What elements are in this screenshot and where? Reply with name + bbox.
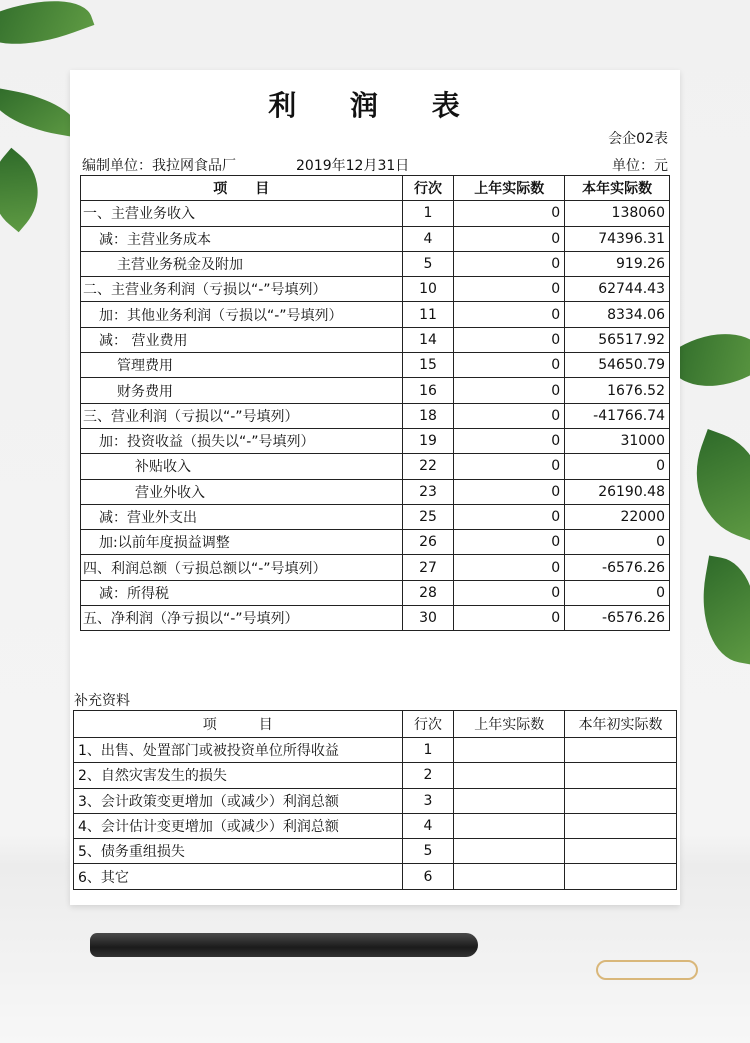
row-item: 二、主营业务利润（亏损以“-”号填列） bbox=[81, 277, 403, 302]
row-line: 19 bbox=[402, 428, 454, 453]
row-curr-value: 0 bbox=[565, 530, 670, 555]
header-item: 项 目 bbox=[74, 711, 403, 738]
row-line: 11 bbox=[402, 302, 454, 327]
report-date: 2019年12月31日 bbox=[296, 158, 410, 174]
table-row bbox=[81, 504, 670, 529]
row-prev-value: 0 bbox=[454, 327, 565, 352]
row-curr-value: -6576.26 bbox=[565, 555, 670, 580]
table-row bbox=[81, 251, 670, 276]
plant-leaf bbox=[0, 148, 57, 233]
row-item: 4、会计估计变更增加（或减少）利润总额 bbox=[74, 813, 403, 838]
table-row bbox=[74, 738, 677, 763]
row-curr-value bbox=[565, 763, 677, 788]
row-item: 5、债务重组损失 bbox=[74, 839, 403, 864]
supplement-table bbox=[73, 710, 677, 890]
income-table bbox=[80, 175, 670, 631]
table-row bbox=[81, 606, 670, 631]
header-item: 项 目 bbox=[81, 176, 403, 201]
header-line: 行次 bbox=[402, 176, 454, 201]
row-prev-value: 0 bbox=[454, 479, 565, 504]
table-row bbox=[81, 201, 670, 226]
header-curr: 本年实际数 bbox=[565, 176, 670, 201]
row-prev-value: 0 bbox=[454, 555, 565, 580]
table-row bbox=[81, 353, 670, 378]
row-curr-value: 138060 bbox=[565, 201, 670, 226]
table-row bbox=[81, 226, 670, 251]
row-prev-value: 0 bbox=[454, 226, 565, 251]
row-curr-value: 8334.06 bbox=[565, 302, 670, 327]
table-row bbox=[81, 479, 670, 504]
row-prev-value: 0 bbox=[454, 378, 565, 403]
row-line: 30 bbox=[402, 606, 454, 631]
row-item: 减： 营业费用 bbox=[81, 327, 403, 352]
row-prev-value: 0 bbox=[454, 580, 565, 605]
row-prev-value bbox=[454, 738, 565, 763]
row-curr-value: 22000 bbox=[565, 504, 670, 529]
row-line: 27 bbox=[402, 555, 454, 580]
row-item: 1、出售、处置部门或被投资单位所得收益 bbox=[74, 738, 403, 763]
pen bbox=[90, 933, 478, 957]
row-curr-value bbox=[565, 813, 677, 838]
row-prev-value: 0 bbox=[454, 302, 565, 327]
row-item: 四、利润总额（亏损总额以“-”号填列） bbox=[81, 555, 403, 580]
table-row bbox=[81, 428, 670, 453]
row-curr-value: 1676.52 bbox=[565, 378, 670, 403]
row-line: 28 bbox=[402, 580, 454, 605]
row-item: 主营业务税金及附加 bbox=[81, 251, 403, 276]
table-row bbox=[74, 813, 677, 838]
row-line: 4 bbox=[402, 226, 454, 251]
row-line: 26 bbox=[402, 530, 454, 555]
row-line: 1 bbox=[402, 738, 454, 763]
table-row bbox=[74, 788, 677, 813]
row-prev-value: 0 bbox=[454, 504, 565, 529]
row-line: 5 bbox=[402, 251, 454, 276]
row-curr-value: 54650.79 bbox=[565, 353, 670, 378]
paperclip bbox=[596, 960, 698, 980]
row-line: 2 bbox=[402, 763, 454, 788]
row-line: 6 bbox=[402, 864, 454, 889]
table-row bbox=[81, 378, 670, 403]
table-row bbox=[81, 277, 670, 302]
row-prev-value: 0 bbox=[454, 353, 565, 378]
row-line: 23 bbox=[402, 479, 454, 504]
row-prev-value bbox=[454, 788, 565, 813]
row-line: 25 bbox=[402, 504, 454, 529]
row-prev-value bbox=[454, 864, 565, 889]
row-item: 五、净利润（净亏损以“-”号填列） bbox=[81, 606, 403, 631]
currency-unit: 单位：元 bbox=[612, 158, 668, 174]
row-item: 减：所得税 bbox=[81, 580, 403, 605]
plant-leaf bbox=[0, 0, 94, 62]
row-prev-value bbox=[454, 813, 565, 838]
row-line: 15 bbox=[402, 353, 454, 378]
row-item: 加：投资收益（损失以“-”号填列） bbox=[81, 428, 403, 453]
row-curr-value: 0 bbox=[565, 454, 670, 479]
row-item: 减：营业外支出 bbox=[81, 504, 403, 529]
table-row bbox=[74, 864, 677, 889]
row-item: 加：其他业务利润（亏损以“-”号填列） bbox=[81, 302, 403, 327]
company-name: 编制单位：我拉网食品厂 bbox=[82, 158, 236, 174]
plant-leaf bbox=[677, 429, 750, 541]
row-prev-value bbox=[454, 763, 565, 788]
table-row bbox=[81, 302, 670, 327]
row-curr-value bbox=[565, 738, 677, 763]
row-prev-value: 0 bbox=[454, 201, 565, 226]
table-row bbox=[81, 530, 670, 555]
page-title: 利 润 表 bbox=[268, 89, 482, 122]
row-prev-value bbox=[454, 839, 565, 864]
row-line: 16 bbox=[402, 378, 454, 403]
row-line: 5 bbox=[402, 839, 454, 864]
row-curr-value bbox=[565, 839, 677, 864]
row-curr-value: -41766.74 bbox=[565, 403, 670, 428]
row-prev-value: 0 bbox=[454, 403, 565, 428]
header-curr: 本年初实际数 bbox=[565, 711, 677, 738]
row-prev-value: 0 bbox=[454, 251, 565, 276]
row-curr-value: 74396.31 bbox=[565, 226, 670, 251]
table-row bbox=[81, 454, 670, 479]
row-line: 18 bbox=[402, 403, 454, 428]
row-curr-value: 26190.48 bbox=[565, 479, 670, 504]
header-prev: 上年实际数 bbox=[454, 711, 565, 738]
row-curr-value: 62744.43 bbox=[565, 277, 670, 302]
row-curr-value: -6576.26 bbox=[565, 606, 670, 631]
supplement-label: 补充资料 bbox=[74, 693, 130, 709]
table-row bbox=[81, 403, 670, 428]
row-line: 14 bbox=[402, 327, 454, 352]
row-item: 3、会计政策变更增加（或减少）利润总额 bbox=[74, 788, 403, 813]
row-item: 营业外收入 bbox=[81, 479, 403, 504]
row-curr-value: 919.26 bbox=[565, 251, 670, 276]
row-item: 减：主营业务成本 bbox=[81, 226, 403, 251]
form-code: 会企02表 bbox=[608, 131, 668, 147]
table-row bbox=[81, 555, 670, 580]
row-curr-value bbox=[565, 788, 677, 813]
row-prev-value: 0 bbox=[454, 606, 565, 631]
plant-leaf bbox=[692, 556, 750, 665]
income-statement-sheet bbox=[70, 70, 680, 905]
row-item: 2、自然灾害发生的损失 bbox=[74, 763, 403, 788]
row-curr-value: 56517.92 bbox=[565, 327, 670, 352]
row-line: 3 bbox=[402, 788, 454, 813]
row-item: 管理费用 bbox=[81, 353, 403, 378]
row-line: 4 bbox=[402, 813, 454, 838]
row-line: 22 bbox=[402, 454, 454, 479]
header-line: 行次 bbox=[402, 711, 454, 738]
row-item: 财务费用 bbox=[81, 378, 403, 403]
table-row bbox=[81, 327, 670, 352]
table-row bbox=[74, 839, 677, 864]
table-row bbox=[74, 763, 677, 788]
row-prev-value: 0 bbox=[454, 277, 565, 302]
header-prev: 上年实际数 bbox=[454, 176, 565, 201]
table-row bbox=[81, 580, 670, 605]
row-item: 加:以前年度损益调整 bbox=[81, 530, 403, 555]
table-header bbox=[81, 176, 670, 201]
row-line: 10 bbox=[402, 277, 454, 302]
row-item: 一、主营业务收入 bbox=[81, 201, 403, 226]
row-line: 1 bbox=[402, 201, 454, 226]
row-item: 三、营业利润（亏损以“-”号填列） bbox=[81, 403, 403, 428]
row-curr-value: 0 bbox=[565, 580, 670, 605]
row-curr-value: 31000 bbox=[565, 428, 670, 453]
row-curr-value bbox=[565, 864, 677, 889]
row-prev-value: 0 bbox=[454, 454, 565, 479]
row-prev-value: 0 bbox=[454, 530, 565, 555]
table-header bbox=[74, 711, 677, 738]
row-item: 补贴收入 bbox=[81, 454, 403, 479]
row-prev-value: 0 bbox=[454, 428, 565, 453]
row-item: 6、其它 bbox=[74, 864, 403, 889]
